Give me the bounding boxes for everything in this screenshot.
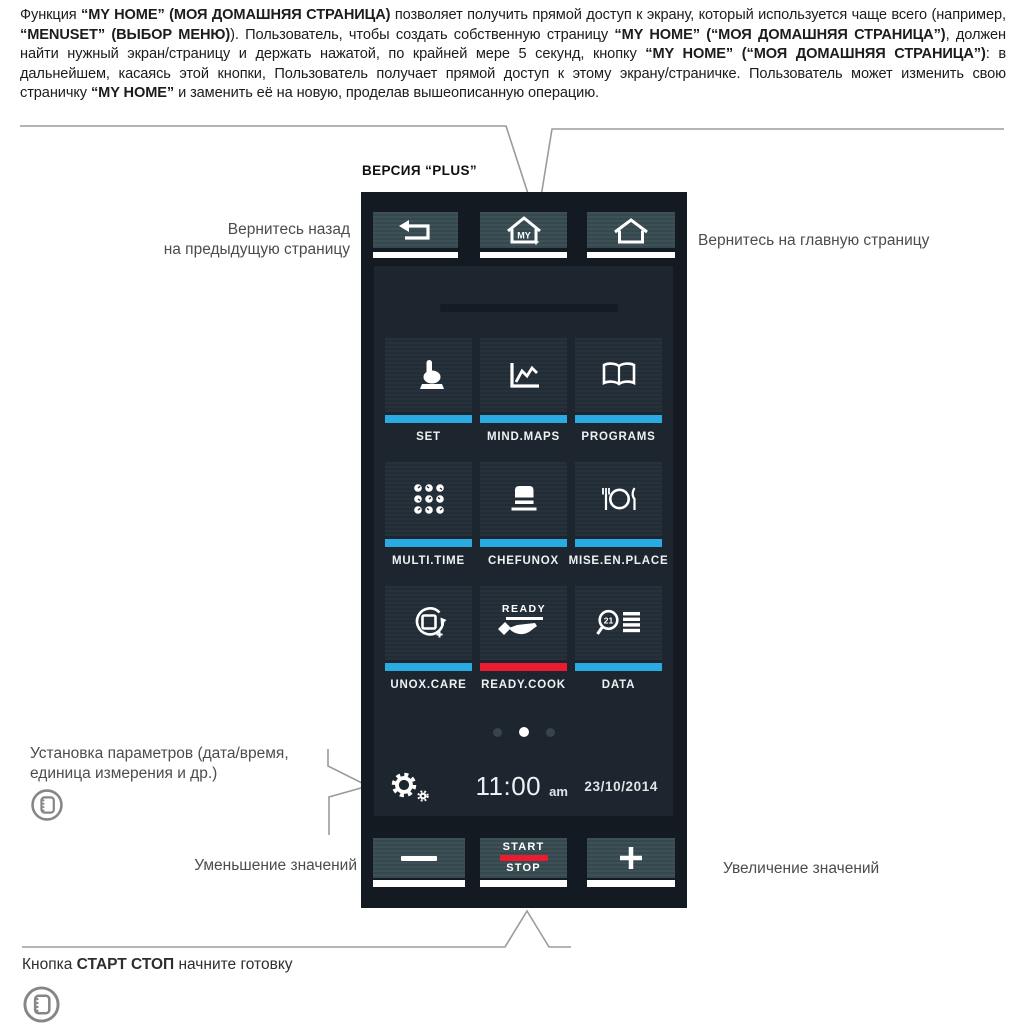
plus-icon (615, 842, 647, 874)
home-button[interactable] (587, 212, 675, 248)
increase-callout-label: Увеличение значений (723, 860, 880, 877)
page-dot-2[interactable] (519, 727, 529, 737)
page-dot-3[interactable] (546, 728, 555, 737)
tile-underline (385, 539, 472, 547)
multi-clock-icon (412, 482, 446, 516)
search-data-icon (596, 608, 642, 638)
home-icon (611, 217, 651, 244)
tile-data[interactable]: 21 DATA (575, 586, 662, 691)
back-callout-label: Вернитесь назад на предыдущую страницу (163, 221, 350, 258)
svg-text:21: 21 (603, 615, 613, 626)
chart-icon (505, 360, 543, 390)
tile-underline (385, 415, 472, 423)
tile-mind-maps[interactable]: MIND.MAPS (480, 338, 567, 443)
decrease-callout-label: Уменьшение значений (194, 857, 357, 874)
clock (475, 771, 567, 802)
start-stop-button[interactable] (480, 838, 567, 878)
version-label: ВЕРСИЯ “PLUS” (362, 163, 478, 178)
settings-callout-label: Установка параметров (дата/время, единица измерения и др.) (30, 745, 289, 782)
my-home-button[interactable] (480, 212, 567, 248)
chef-hat-icon (507, 484, 541, 514)
tile-mise-en-place[interactable]: MISE.EN.PLACE (575, 462, 662, 567)
tile-multi-time[interactable]: MULTI.TIME (385, 462, 472, 567)
tile-set[interactable]: SET (385, 338, 472, 443)
tile-unox-care[interactable]: UNOX.CARE (385, 586, 472, 691)
tile-underline (480, 539, 567, 547)
start-stop-note: Кнопка СТАРТ СТОП начните готовку (22, 956, 293, 973)
back-button[interactable] (373, 212, 458, 248)
meridiem: am (549, 783, 568, 799)
tile-underline (385, 663, 472, 671)
plate-cutlery-icon (598, 485, 640, 513)
time-value: 11:00 (475, 770, 542, 801)
start-stop-content (500, 842, 548, 875)
my-home-icon (501, 215, 547, 246)
tile-underline (480, 415, 567, 423)
page-dot-1[interactable] (493, 728, 502, 737)
start-stop-red-bar (500, 855, 548, 862)
tile-ready-cook[interactable]: READY READY.COOK (480, 586, 567, 691)
tile-underline (480, 663, 567, 671)
intro-paragraph: Функция “MY HOME” (МОЯ ДОМАШНЯЯ СТРАНИЦА) позволяет получить прямой доступ к экрану, который используется чаще всего (например, “MENUSET” (ВЫБОР МЕНЮ)). Пользователь, чтобы создать собственную страницу “MY HOME” (“МОЯ ДОМАШНЯЯ СТРАНИЦА”), должен найти нужный экран/страницу и держать нажатой, по крайней мере 5 секунд, кнопку “MY HOME” (“МОЯ ДОМАШНЯЯ СТРАНИЦА”): в дальнейшем, касаясь этой кнопки, Пользователь получает прямой доступ к этому экрану/страничке. Пользователь может изменить свою страничку “MY HOME” и заменить её на новую, проделав вышеописанную операцию. (20, 7, 1006, 102)
open-book-icon (599, 361, 639, 389)
minus-icon (401, 856, 437, 861)
start-label: START (502, 840, 545, 853)
svg-text:MY: MY (516, 230, 531, 240)
care-refresh-icon (411, 605, 447, 641)
oven-control-panel (361, 192, 687, 908)
tile-chefunox[interactable]: CHEFUNOX (480, 462, 567, 567)
ghost-text (440, 304, 618, 312)
tile-programs[interactable]: PROGRAMS (575, 338, 662, 443)
decrease-button[interactable] (373, 838, 465, 878)
stop-label: STOP (506, 862, 541, 875)
home-callout-label: Вернитесь на главную страницу (698, 232, 930, 249)
manual-badge-icon (30, 788, 64, 822)
tile-underline (575, 415, 662, 423)
status-bar (387, 764, 658, 808)
svg-text:READY: READY (501, 603, 546, 615)
date-value: 23/10/2014 (584, 778, 658, 794)
ready-hand-icon (495, 601, 553, 645)
menu-grid (385, 338, 669, 691)
page-indicator (374, 727, 673, 737)
return-arrow-icon (397, 218, 435, 242)
tile-underline (575, 539, 662, 547)
manual-badge-icon (22, 985, 61, 1024)
increase-button[interactable] (587, 838, 675, 878)
tile-underline (575, 663, 662, 671)
press-hand-icon (412, 358, 446, 392)
settings-gear-icon[interactable] (387, 769, 433, 803)
touch-screen (374, 266, 673, 816)
